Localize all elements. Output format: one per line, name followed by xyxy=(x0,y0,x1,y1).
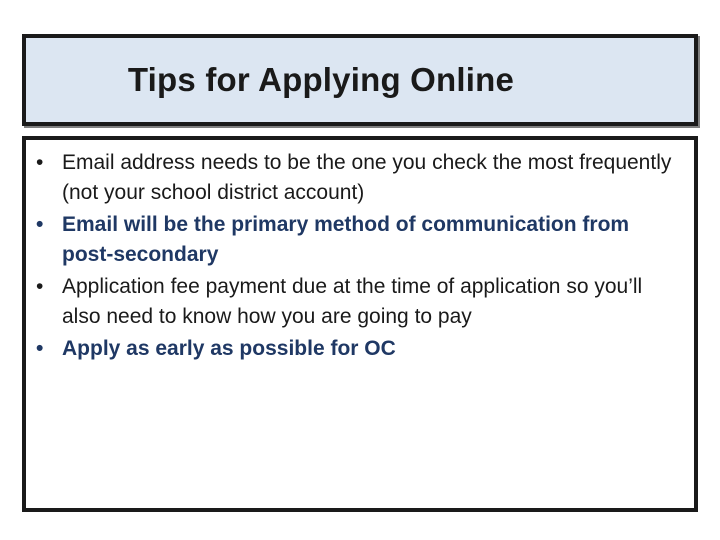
bullet-text: Email address needs to be the one you check the most frequently (not your school district account) xyxy=(62,151,672,204)
bullet-marker: • xyxy=(36,213,44,236)
bullet-list xyxy=(32,148,684,366)
slide-title: Tips for Applying Online xyxy=(127,61,515,98)
bullet-marker: • xyxy=(36,275,44,298)
title-box xyxy=(22,34,698,126)
bullet-item xyxy=(32,334,684,364)
bullet-marker: • xyxy=(36,151,44,174)
bullet-item xyxy=(32,272,684,332)
bullet-text: Application fee payment due at the time of application so you’ll also need to know how you are going to pay xyxy=(62,275,643,328)
bullet-item xyxy=(32,210,684,270)
bullet-marker: • xyxy=(36,337,44,360)
bullet-text: Email will be the primary method of communication from post-secondary xyxy=(62,213,630,266)
bullet-item xyxy=(32,148,684,208)
bullet-text: Apply as early as possible for OC xyxy=(62,337,396,360)
content-box xyxy=(22,136,698,512)
